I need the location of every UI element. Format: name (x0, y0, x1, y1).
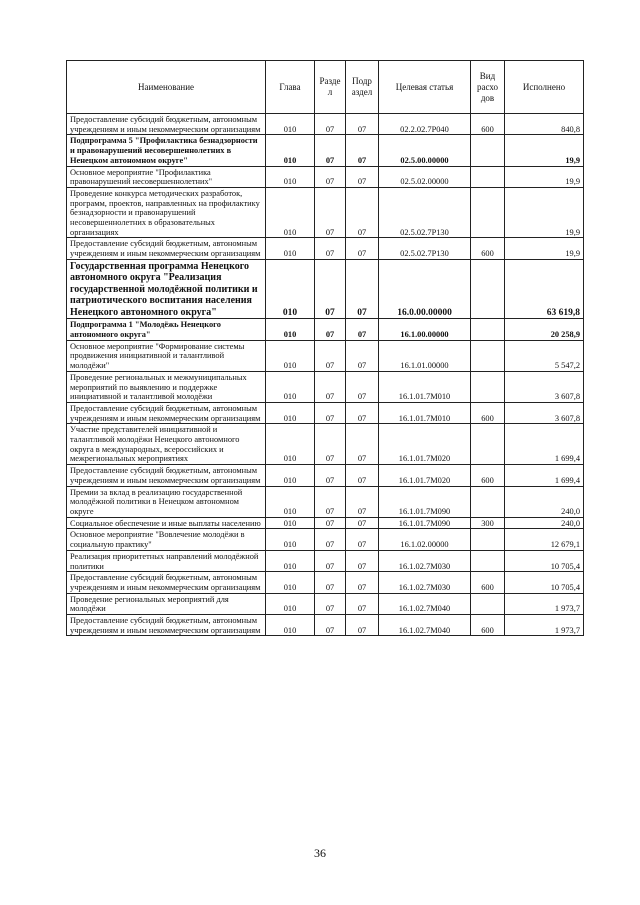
table-row (67, 135, 584, 166)
row-expense-type-cell (471, 550, 505, 571)
row-target-cell: 02.5.00.00000 (379, 135, 471, 166)
row-name-cell: Основное мероприятие "Формирование системы продвижения инициативной и талантливой молодёжи" (67, 340, 266, 371)
row-executed-cell: 12 679,1 (505, 529, 584, 550)
header-expense-type: Вид расхо дов (471, 61, 505, 114)
table-row (67, 486, 584, 517)
row-chapter-cell: 010 (266, 259, 315, 319)
row-section-cell: 07 (315, 529, 346, 550)
row-section-cell: 07 (315, 593, 346, 614)
row-executed-cell: 19,9 (505, 135, 584, 166)
row-chapter-cell: 010 (266, 615, 315, 636)
row-target-cell: 16.1.01.7М090 (379, 517, 471, 529)
row-target-cell: 16.1.02.7М030 (379, 572, 471, 593)
row-section-cell: 07 (315, 402, 346, 423)
row-chapter-cell: 010 (266, 340, 315, 371)
row-expense-type-cell: 600 (471, 572, 505, 593)
row-expense-type-cell: 600 (471, 402, 505, 423)
row-subsection-cell: 07 (346, 319, 379, 340)
row-expense-type-cell: 600 (471, 615, 505, 636)
row-section-cell: 07 (315, 319, 346, 340)
table-row (67, 371, 584, 402)
row-executed-cell: 63 619,8 (505, 259, 584, 319)
row-chapter-cell: 010 (266, 187, 315, 238)
row-name-cell: Проведение региональных и межмуниципальных мероприятий по выявлению и поддержке инициативной и талантливой молодёжи (67, 371, 266, 402)
table-row (67, 259, 584, 319)
row-executed-cell: 1 699,4 (505, 465, 584, 486)
row-name-cell: Основное мероприятие "Вовлечение молодёжи в социальную практику" (67, 529, 266, 550)
row-expense-type-cell (471, 187, 505, 238)
row-name-cell: Предоставление субсидий бюджетным, автономным учреждениям и иным некоммерческим организациям (67, 114, 266, 135)
header-subsection: Подр аздел (346, 61, 379, 114)
table-row (67, 529, 584, 550)
row-section-cell: 07 (315, 550, 346, 571)
row-chapter-cell: 010 (266, 166, 315, 187)
row-section-cell: 07 (315, 238, 346, 259)
row-target-cell: 16.1.02.7М040 (379, 615, 471, 636)
row-name-cell: Предоставление субсидий бюджетным, автономным учреждениям и иным некоммерческим организациям (67, 465, 266, 486)
row-section-cell: 07 (315, 135, 346, 166)
row-name-cell: Предоставление субсидий бюджетным, автономным учреждениям и иным некоммерческим организациям (67, 238, 266, 259)
row-subsection-cell: 07 (346, 550, 379, 571)
row-subsection-cell: 07 (346, 259, 379, 319)
row-expense-type-cell (471, 424, 505, 465)
row-executed-cell: 1 973,7 (505, 593, 584, 614)
row-chapter-cell: 010 (266, 486, 315, 517)
row-expense-type-cell (471, 166, 505, 187)
row-target-cell: 02.2.02.7Р040 (379, 114, 471, 135)
row-section-cell: 07 (315, 465, 346, 486)
row-target-cell: 16.1.01.7М020 (379, 424, 471, 465)
table-row (67, 550, 584, 571)
table-row (67, 238, 584, 259)
row-chapter-cell: 010 (266, 529, 315, 550)
row-section-cell: 07 (315, 187, 346, 238)
row-section-cell: 07 (315, 114, 346, 135)
row-section-cell: 07 (315, 572, 346, 593)
row-subsection-cell: 07 (346, 529, 379, 550)
row-expense-type-cell (471, 371, 505, 402)
row-subsection-cell: 07 (346, 187, 379, 238)
row-subsection-cell: 07 (346, 135, 379, 166)
row-subsection-cell: 07 (346, 402, 379, 423)
table-row (67, 319, 584, 340)
row-chapter-cell: 010 (266, 550, 315, 571)
row-chapter-cell: 010 (266, 593, 315, 614)
row-chapter-cell: 010 (266, 319, 315, 340)
row-subsection-cell: 07 (346, 166, 379, 187)
row-chapter-cell: 010 (266, 238, 315, 259)
row-executed-cell: 1 973,7 (505, 615, 584, 636)
row-name-cell: Социальное обеспечение и иные выплаты населению (67, 517, 266, 529)
row-expense-type-cell (471, 340, 505, 371)
row-name-cell: Предоставление субсидий бюджетным, автономным учреждениям и иным некоммерческим организациям (67, 615, 266, 636)
row-target-cell: 16.1.00.00000 (379, 319, 471, 340)
row-executed-cell: 840,8 (505, 114, 584, 135)
table-row (67, 572, 584, 593)
table-row (67, 402, 584, 423)
row-expense-type-cell (471, 259, 505, 319)
row-target-cell: 02.5.02.7Р130 (379, 187, 471, 238)
header-target: Целевая статья (379, 61, 471, 114)
row-target-cell: 16.1.01.7М090 (379, 486, 471, 517)
row-name-cell: Государственная программа Ненецкого автономного округа "Реализация государственной молодёжной политики и патриотического воспитания населения Ненецкого автономного округа" (67, 259, 266, 319)
row-expense-type-cell (471, 319, 505, 340)
row-expense-type-cell (471, 486, 505, 517)
row-subsection-cell: 07 (346, 238, 379, 259)
header-name: Наименование (67, 61, 266, 114)
row-chapter-cell: 010 (266, 371, 315, 402)
row-chapter-cell: 010 (266, 114, 315, 135)
row-name-cell: Реализация приоритетных направлений молодёжной политики (67, 550, 266, 571)
row-chapter-cell: 010 (266, 465, 315, 486)
row-name-cell: Проведение региональных мероприятий для молодёжи (67, 593, 266, 614)
row-chapter-cell: 010 (266, 572, 315, 593)
row-name-cell: Основное мероприятие "Профилактика правонарушений несовершеннолетних" (67, 166, 266, 187)
row-expense-type-cell: 600 (471, 114, 505, 135)
row-section-cell: 07 (315, 371, 346, 402)
row-expense-type-cell: 600 (471, 465, 505, 486)
row-subsection-cell: 07 (346, 517, 379, 529)
table-row (67, 424, 584, 465)
row-chapter-cell: 010 (266, 424, 315, 465)
row-name-cell: Премии за вклад в реализацию государственной молодёжной политики в Ненецком автономном округе (67, 486, 266, 517)
row-target-cell: 16.1.01.7М010 (379, 371, 471, 402)
row-executed-cell: 240,0 (505, 517, 584, 529)
row-subsection-cell: 07 (346, 371, 379, 402)
row-target-cell: 02.5.02.00000 (379, 166, 471, 187)
row-subsection-cell: 07 (346, 465, 379, 486)
row-executed-cell: 3 607,8 (505, 402, 584, 423)
row-executed-cell: 1 699,4 (505, 424, 584, 465)
row-executed-cell: 19,9 (505, 238, 584, 259)
row-executed-cell: 10 705,4 (505, 572, 584, 593)
row-expense-type-cell: 600 (471, 238, 505, 259)
row-subsection-cell: 07 (346, 615, 379, 636)
header-executed: Исполнено (505, 61, 584, 114)
table-row (67, 340, 584, 371)
row-name-cell: Подпрограмма 5 "Профилактика безнадзорности и правонарушений несовершеннолетних в Ненецком автономном округе" (67, 135, 266, 166)
row-section-cell: 07 (315, 517, 346, 529)
row-executed-cell: 20 258,9 (505, 319, 584, 340)
row-target-cell: 16.1.02.00000 (379, 529, 471, 550)
header-chapter: Глава (266, 61, 315, 114)
row-section-cell: 07 (315, 166, 346, 187)
row-subsection-cell: 07 (346, 114, 379, 135)
row-target-cell: 16.1.02.7М040 (379, 593, 471, 614)
row-subsection-cell: 07 (346, 424, 379, 465)
page-number: 36 (314, 846, 326, 860)
table-row (67, 187, 584, 238)
row-section-cell: 07 (315, 340, 346, 371)
table-header-row (67, 61, 584, 114)
table-body (67, 114, 584, 636)
row-executed-cell: 240,0 (505, 486, 584, 517)
budget-table (66, 60, 584, 636)
row-subsection-cell: 07 (346, 572, 379, 593)
row-section-cell: 07 (315, 424, 346, 465)
row-target-cell: 16.1.01.7М020 (379, 465, 471, 486)
row-executed-cell: 19,9 (505, 166, 584, 187)
row-executed-cell: 3 607,8 (505, 371, 584, 402)
row-section-cell: 07 (315, 259, 346, 319)
row-target-cell: 16.1.01.00000 (379, 340, 471, 371)
row-name-cell: Участие представителей инициативной и талантливой молодёжи Ненецкого автономного округа в международных, всероссийских и межрегиональных мероприятиях (67, 424, 266, 465)
row-subsection-cell: 07 (346, 486, 379, 517)
row-subsection-cell: 07 (346, 593, 379, 614)
row-expense-type-cell (471, 135, 505, 166)
row-target-cell: 16.1.02.7М030 (379, 550, 471, 571)
row-name-cell: Предоставление субсидий бюджетным, автономным учреждениям и иным некоммерческим организациям (67, 402, 266, 423)
row-target-cell: 16.0.00.00000 (379, 259, 471, 319)
table-row (67, 465, 584, 486)
row-target-cell: 16.1.01.7М010 (379, 402, 471, 423)
row-name-cell: Предоставление субсидий бюджетным, автономным учреждениям и иным некоммерческим организациям (67, 572, 266, 593)
row-subsection-cell: 07 (346, 340, 379, 371)
row-section-cell: 07 (315, 615, 346, 636)
row-executed-cell: 10 705,4 (505, 550, 584, 571)
row-expense-type-cell: 300 (471, 517, 505, 529)
table-row (67, 166, 584, 187)
row-section-cell: 07 (315, 486, 346, 517)
row-executed-cell: 5 547,2 (505, 340, 584, 371)
table-row (67, 615, 584, 636)
table-row (67, 114, 584, 135)
row-expense-type-cell (471, 529, 505, 550)
row-chapter-cell: 010 (266, 402, 315, 423)
row-expense-type-cell (471, 593, 505, 614)
table-row (67, 517, 584, 529)
row-name-cell: Подпрограмма 1 "Молодёжь Ненецкого автономного округа" (67, 319, 266, 340)
row-executed-cell: 19,9 (505, 187, 584, 238)
row-target-cell: 02.5.02.7Р130 (379, 238, 471, 259)
row-name-cell: Проведение конкурса методических разработок, программ, проектов, направленных на профилактику безнадзорности и правонарушений несовершеннолетних в образовательных организациях (67, 187, 266, 238)
header-section: Разде л (315, 61, 346, 114)
row-chapter-cell: 010 (266, 135, 315, 166)
table-row (67, 593, 584, 614)
row-chapter-cell: 010 (266, 517, 315, 529)
